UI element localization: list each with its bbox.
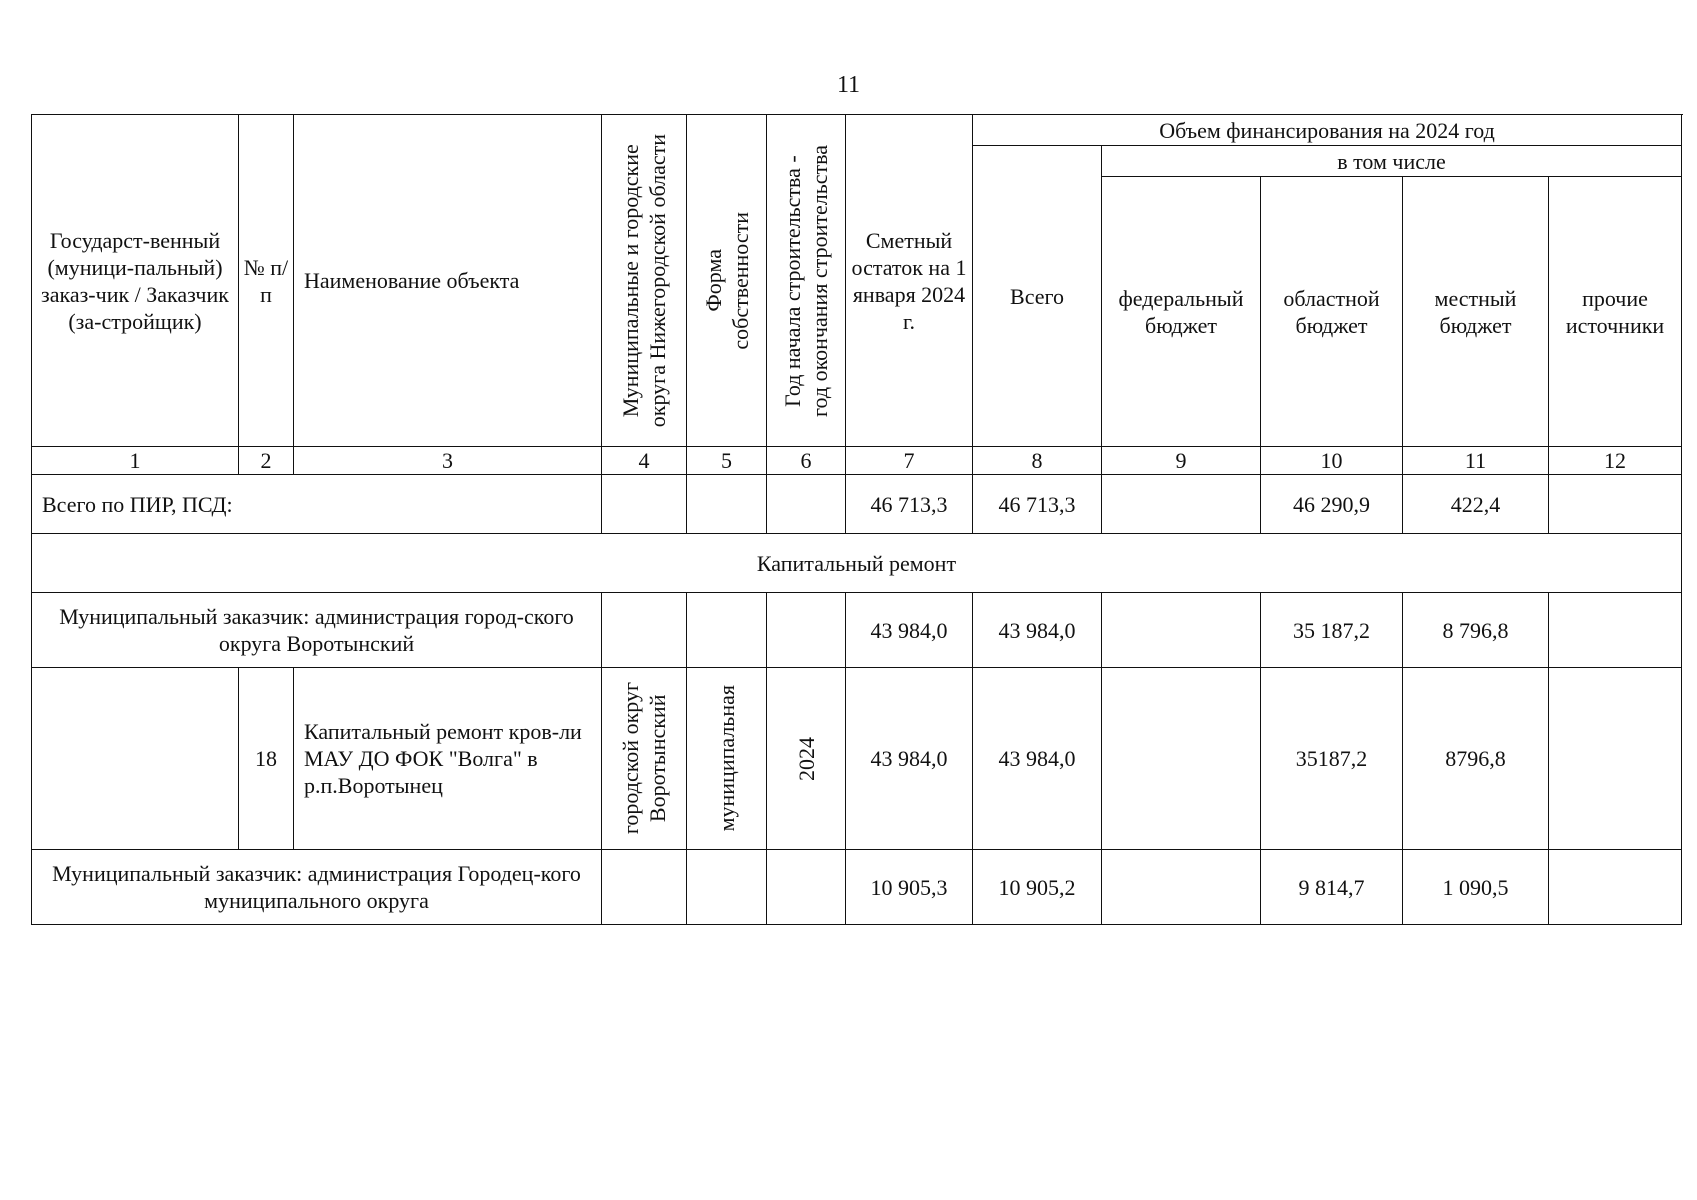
total-pir-regional: 46 290,9 (1261, 475, 1403, 534)
customer2-row (32, 850, 1682, 925)
item-federal (1102, 668, 1261, 850)
customer1-regional: 35 187,2 (1261, 593, 1403, 668)
header-num: № п/п (239, 115, 294, 447)
customer1-estimated: 43 984,0 (846, 593, 973, 668)
customer1-local: 8 796,8 (1403, 593, 1549, 668)
header-total: Всего (973, 146, 1102, 447)
customer2-local: 1 090,5 (1403, 850, 1549, 925)
total-pir-local: 422,4 (1403, 475, 1549, 534)
customer1-other (1549, 593, 1682, 668)
total-pir-federal (1102, 475, 1261, 534)
item-local: 8796,8 (1403, 668, 1549, 850)
column-number: 12 (1549, 447, 1682, 475)
item-name: Капитальный ремонт кров-ли МАУ ДО ФОК "Волга" в р.п.Воротынец (294, 668, 602, 850)
customer2-label: Муниципальный заказчик: администрация Городец-кого муниципального округа (32, 850, 602, 925)
item-year-text: 2024 (793, 736, 819, 781)
header-year (767, 115, 846, 447)
header-including: в том числе (1102, 146, 1682, 177)
header-financing: Объем финансирования на 2024 год (973, 115, 1682, 146)
column-number: 2 (239, 447, 294, 475)
item-other (1549, 668, 1682, 850)
item-total: 43 984,0 (973, 668, 1102, 850)
column-number: 10 (1261, 447, 1403, 475)
header-estimated: Сметный остаток на 1 января 2024 г. (846, 115, 973, 447)
header-municipal (602, 115, 687, 447)
column-number: 5 (687, 447, 767, 475)
customer1-label: Муниципальный заказчик: администрация город-ского округа Воротынский (32, 593, 602, 668)
column-number: 6 (767, 447, 846, 475)
item-year (767, 668, 846, 850)
total-pir-label: Всего по ПИР, ПСД: (32, 475, 602, 534)
section-title: Капитальный ремонт (32, 534, 1682, 593)
customer2-total: 10 905,2 (973, 850, 1102, 925)
column-number: 4 (602, 447, 687, 475)
customer1-total: 43 984,0 (973, 593, 1102, 668)
customer2-federal (1102, 850, 1261, 925)
column-number: 11 (1403, 447, 1549, 475)
item-row (32, 668, 1682, 850)
header-municipal-line1: Муниципальные и городские (618, 144, 643, 417)
header-customer: Государст-венный (муници-пальный) заказ-чик / Заказчик (за-стройщик) (32, 115, 239, 447)
header-object-name: Наименование объекта (294, 115, 602, 447)
column-number: 7 (846, 447, 973, 475)
item-ownership (687, 668, 767, 850)
item-num: 18 (239, 668, 294, 850)
header-ownership-line1: Форма (700, 249, 726, 312)
header-local: местный бюджет (1403, 177, 1549, 447)
column-numbers-row (32, 447, 1682, 475)
header-other: прочие источники (1549, 177, 1682, 447)
header-year-line2: год окончания строительства (807, 144, 832, 417)
section-row (32, 534, 1682, 593)
item-municipal (602, 668, 687, 850)
header-regional: областной бюджет (1261, 177, 1403, 447)
item-municipal-line1: городской округ (618, 682, 643, 835)
header-ownership-line2: собственности (727, 211, 753, 350)
customer2-other (1549, 850, 1682, 925)
page-number: 11 (836, 72, 861, 98)
item-municipal-line2: Воротынский (645, 694, 670, 823)
total-pir-other (1549, 475, 1682, 534)
customer2-regional: 9 814,7 (1261, 850, 1403, 925)
total-pir-row (32, 475, 1682, 534)
total-pir-total: 46 713,3 (973, 475, 1102, 534)
item-regional: 35187,2 (1261, 668, 1403, 850)
header-federal: федеральный бюджет (1102, 177, 1261, 447)
item-ownership-text: муниципальная (714, 685, 739, 832)
header-year-line1: Год начала строительства - (780, 154, 805, 407)
column-number: 3 (294, 447, 602, 475)
total-pir-estimated: 46 713,3 (846, 475, 973, 534)
customer2-estimated: 10 905,3 (846, 850, 973, 925)
financing-table (31, 114, 1682, 925)
column-number: 9 (1102, 447, 1261, 475)
customer1-federal (1102, 593, 1261, 668)
header-ownership (687, 115, 767, 447)
column-number: 8 (973, 447, 1102, 475)
customer1-row (32, 593, 1682, 668)
column-number: 1 (32, 447, 239, 475)
header-municipal-line2: округа Нижегородской области (645, 133, 670, 428)
item-estimated: 43 984,0 (846, 668, 973, 850)
